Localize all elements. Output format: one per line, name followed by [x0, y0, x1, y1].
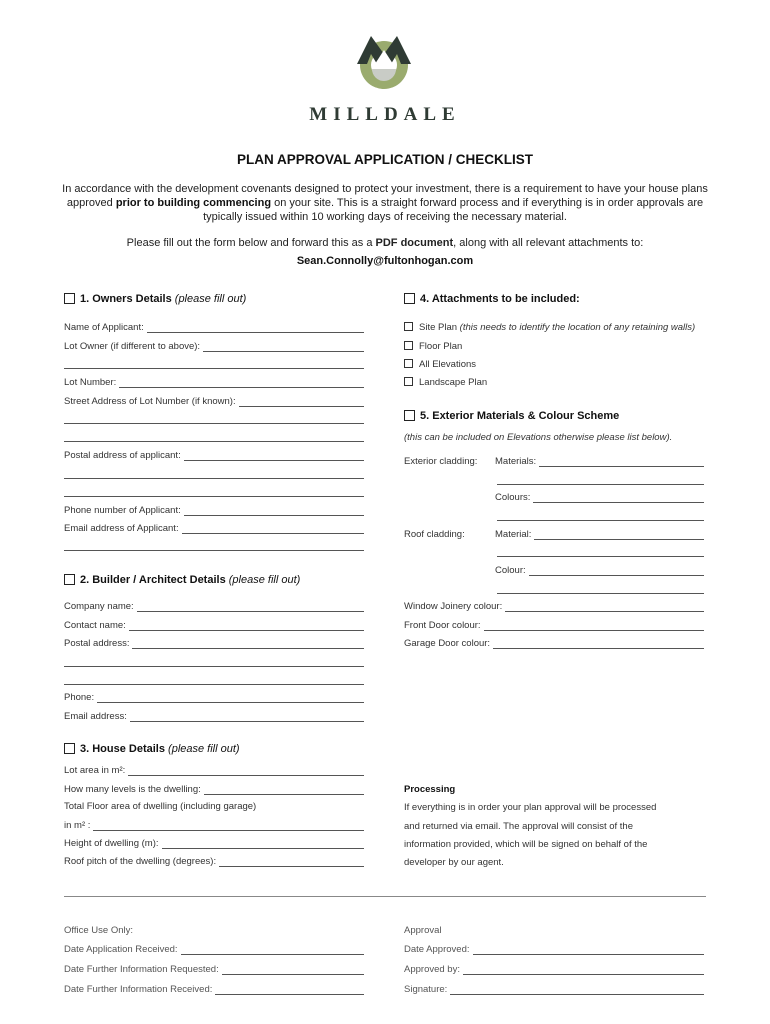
- lot-area-field[interactable]: Lot area in m²:: [64, 765, 364, 776]
- exterior-section-heading: 5. Exterior Materials & Colour Scheme: [404, 410, 619, 422]
- cladding-materials-extra-line[interactable]: [497, 484, 704, 485]
- approval-heading: Approval: [404, 925, 442, 936]
- date-info-received-field[interactable]: Date Further Information Received:: [64, 984, 364, 995]
- owners-section-checkbox[interactable]: [64, 293, 75, 304]
- brand-wordmark: MILLDALE: [309, 104, 461, 125]
- site-plan-item[interactable]: Site Plan (this needs to identify the location of any retaining walls): [404, 322, 695, 333]
- floor-area-field[interactable]: in m² :: [64, 820, 364, 831]
- attachments-section-checkbox[interactable]: [404, 293, 415, 304]
- site-plan-checkbox[interactable]: [404, 322, 413, 331]
- intro-paragraph: In accordance with the development covenants designed to protect your investment, there is a requirement to have your house plans approved prior to building commencing on your site. This is a straight forward process and if everything is in order approvals are typically issued within 10 working days of receiving the necessary material.: [62, 183, 708, 223]
- processing-text-line-2: and returned via email. The approval will consist of the: [404, 821, 634, 832]
- levels-field[interactable]: How many levels is the dwelling:: [64, 784, 364, 795]
- exterior-section-checkbox[interactable]: [404, 410, 415, 421]
- exterior-cladding-label: Exterior cladding:: [404, 456, 478, 467]
- house-section-checkbox[interactable]: [64, 743, 75, 754]
- cladding-materials-field[interactable]: Materials:: [495, 456, 704, 467]
- date-received-field[interactable]: Date Application Received:: [64, 944, 364, 955]
- cladding-colours-field[interactable]: Colours:: [495, 492, 704, 503]
- roof-colour-extra-line[interactable]: [497, 593, 704, 594]
- builder-section-heading: 2. Builder / Architect Details (please fill out): [64, 574, 300, 586]
- instructions-paragraph: Please fill out the form below and forward this as a PDF document, along with all relevant attachments to:: [126, 237, 644, 249]
- lot-number-field[interactable]: Lot Number:: [64, 377, 364, 388]
- builder-phone-field[interactable]: Phone:: [64, 692, 364, 703]
- attachments-section-heading: 4. Attachments to be included:: [404, 293, 580, 305]
- office-use-divider: [64, 896, 706, 897]
- street-address-extra-line-1[interactable]: [64, 423, 364, 424]
- postal-address-extra-line-2[interactable]: [64, 496, 364, 497]
- roof-cladding-label: Roof cladding:: [404, 529, 465, 540]
- street-address-field[interactable]: Street Address of Lot Number (if known):: [64, 396, 364, 407]
- floor-plan-item[interactable]: Floor Plan: [404, 341, 462, 352]
- submission-email[interactable]: Sean.Connolly@fultonhogan.com: [296, 255, 474, 267]
- cladding-colours-extra-line[interactable]: [497, 520, 704, 521]
- owners-section-heading: 1. Owners Details (please fill out): [64, 293, 246, 305]
- builder-section-checkbox[interactable]: [64, 574, 75, 585]
- floor-area-label: Total Floor area of dwelling (including garage): [64, 801, 257, 812]
- applicant-phone-field[interactable]: Phone number of Applicant:: [64, 505, 364, 516]
- exterior-note: (this can be included on Elevations otherwise please list below).: [404, 432, 673, 443]
- page-title: PLAN APPROVAL APPLICATION / CHECKLIST: [236, 152, 533, 167]
- lot-owner-field[interactable]: Lot Owner (if different to above):: [64, 341, 364, 352]
- roof-pitch-field[interactable]: Roof pitch of the dwelling (degrees):: [64, 856, 364, 867]
- signature-field[interactable]: Signature:: [404, 984, 704, 995]
- elevations-item[interactable]: All Elevations: [404, 359, 476, 370]
- builder-postal-extra-line-1[interactable]: [64, 666, 364, 667]
- landscape-plan-item[interactable]: Landscape Plan: [404, 377, 487, 388]
- date-info-requested-field[interactable]: Date Further Information Requested:: [64, 964, 364, 975]
- processing-text-line-3: information provided, which will be signed on behalf of the: [404, 839, 648, 850]
- processing-heading: Processing: [404, 784, 456, 795]
- processing-text-line-4: developer by our agent.: [404, 857, 504, 868]
- street-address-extra-line-2[interactable]: [64, 441, 364, 442]
- approved-by-field[interactable]: Approved by:: [404, 964, 704, 975]
- company-name-field[interactable]: Company name:: [64, 601, 364, 612]
- house-section-heading: 3. House Details (please fill out): [64, 743, 240, 755]
- postal-address-extra-line-1[interactable]: [64, 478, 364, 479]
- contact-name-field[interactable]: Contact name:: [64, 620, 364, 631]
- roof-colour-field[interactable]: Colour:: [495, 565, 704, 576]
- garage-door-field[interactable]: Garage Door colour:: [404, 638, 704, 649]
- applicant-name-field[interactable]: Name of Applicant:: [64, 322, 364, 333]
- milldale-logo-icon: [351, 28, 417, 90]
- height-field[interactable]: Height of dwelling (m):: [64, 838, 364, 849]
- roof-material-field[interactable]: Material:: [495, 529, 704, 540]
- processing-text-line-1: If everything is in order your plan approval will be processed: [404, 802, 657, 813]
- office-use-heading: Office Use Only:: [64, 925, 133, 936]
- applicant-email-extra-line[interactable]: [64, 550, 364, 551]
- window-joinery-field[interactable]: Window Joinery colour:: [404, 601, 704, 612]
- elevations-checkbox[interactable]: [404, 359, 413, 368]
- roof-material-extra-line[interactable]: [497, 556, 704, 557]
- floor-plan-checkbox[interactable]: [404, 341, 413, 350]
- lot-owner-field-extra-line[interactable]: [64, 368, 364, 369]
- landscape-plan-checkbox[interactable]: [404, 377, 413, 386]
- date-approved-field[interactable]: Date Approved:: [404, 944, 704, 955]
- builder-email-field[interactable]: Email address:: [64, 711, 364, 722]
- builder-postal-address-field[interactable]: Postal address:: [64, 638, 364, 649]
- front-door-field[interactable]: Front Door colour:: [404, 620, 704, 631]
- builder-postal-extra-line-2[interactable]: [64, 684, 364, 685]
- applicant-email-field[interactable]: Email address of Applicant:: [64, 523, 364, 534]
- postal-address-field[interactable]: Postal address of applicant:: [64, 450, 364, 461]
